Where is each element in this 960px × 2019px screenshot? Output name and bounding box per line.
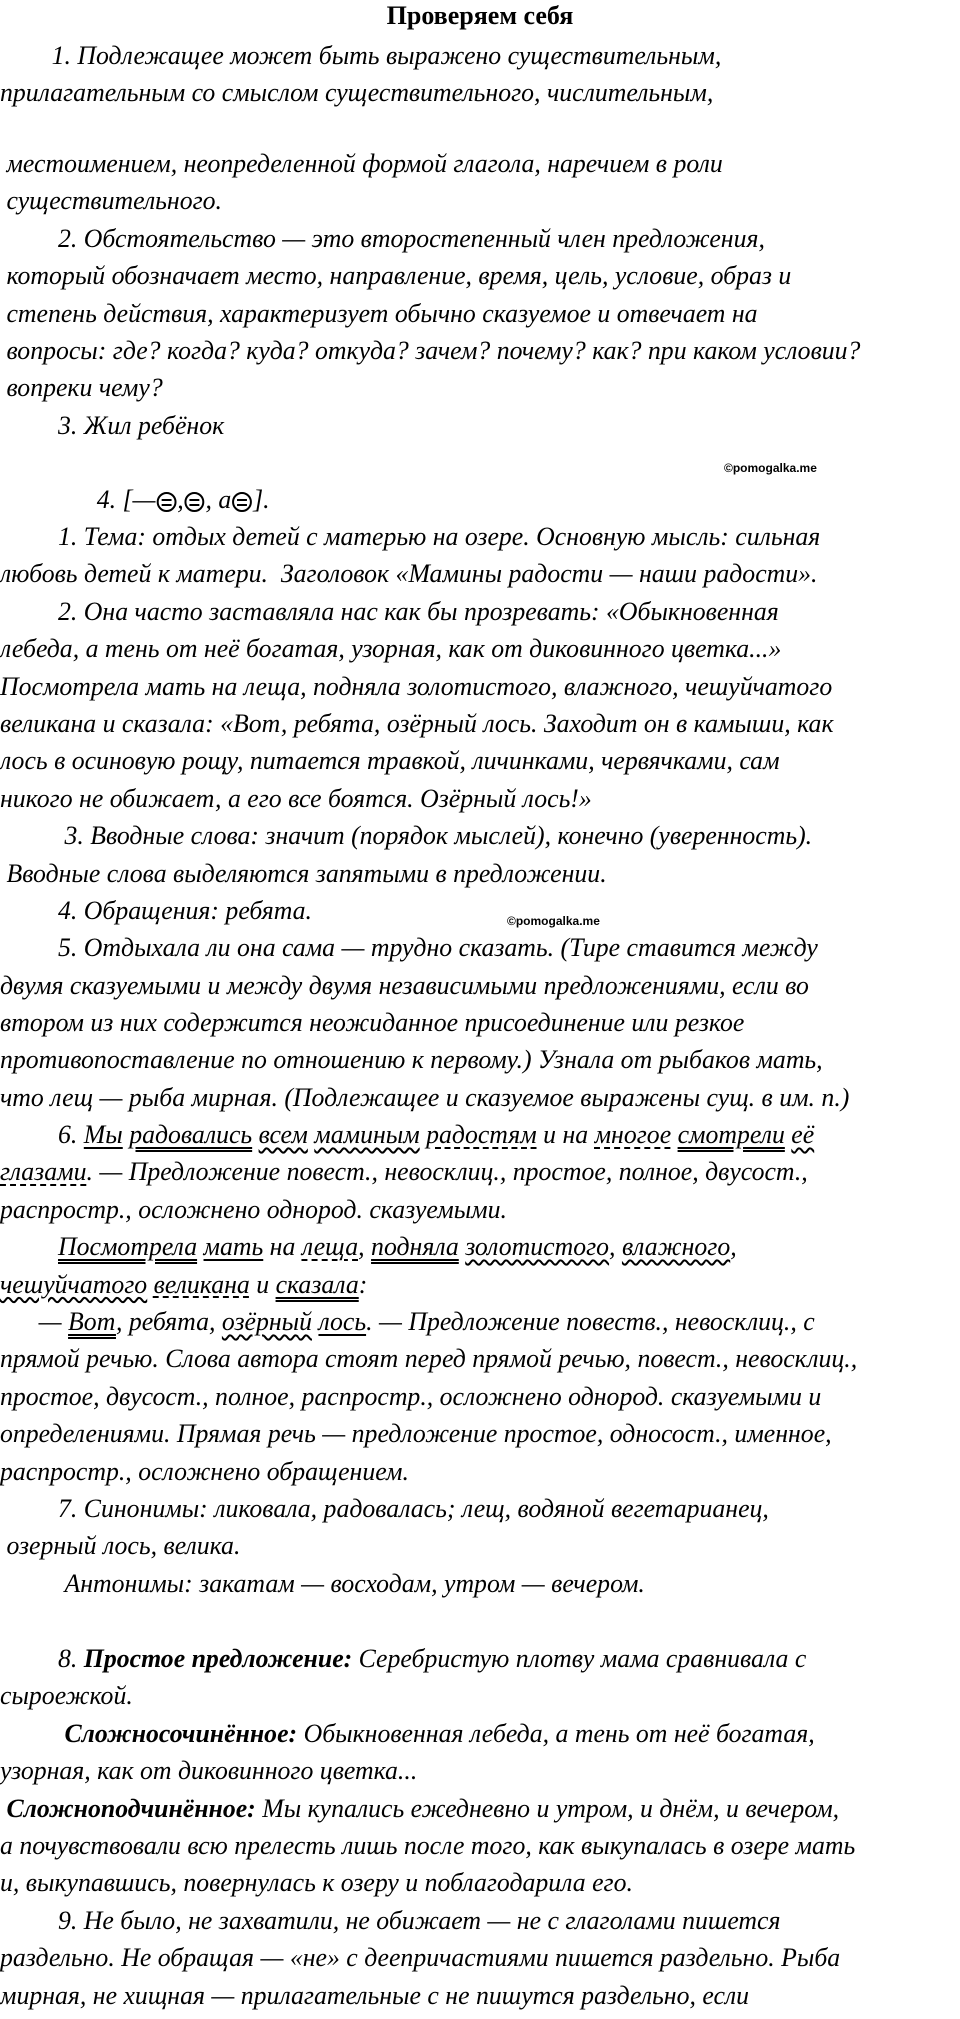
text-line: 4. Обращения: ребята.	[0, 895, 313, 925]
attribute-word: золотистого	[465, 1232, 610, 1262]
predicate-word: смотрели	[677, 1120, 785, 1149]
label-simple: Простое предложение:	[83, 1644, 353, 1673]
text-line: 5. Отдыхала ли она сама — трудно сказать. (Тире ставится между	[0, 933, 818, 963]
text-line: Сложноподчинённое: Мы купались ежедневно и утром, и днём, и вечером,	[6, 1793, 840, 1823]
text-line: определениями. Прямая речь — предложение простое, односост., именное,	[0, 1419, 832, 1449]
text-line: — Вот, ребята, озёрный лось. — Предложение повеств., невосклиц., с	[0, 1306, 815, 1336]
attribute-word: озёрный	[221, 1306, 312, 1336]
scheme-prefix: 4. [—	[96, 485, 156, 515]
text-line: что лещ — рыба мирная. (Подлежащее и сказуемое выражены сущ. в им. п.)	[0, 1082, 850, 1112]
text-line: и, выкупавшись, повернулась к озеру и поблагодарила его.	[0, 1868, 633, 1898]
text-line: 7. Синонимы: ликовала, радовалась; лещ, водяной вегетарианец,	[0, 1494, 769, 1523]
text-line: втором из них содержится неожиданное присоединение или резкое	[0, 1008, 745, 1038]
text-line: Посмотрела мать на леща, подняла золотистого, влажного,	[58, 1232, 737, 1262]
text-line: узорная, как от диковинного цветка...	[0, 1756, 418, 1786]
predicate-word: Вот	[68, 1306, 116, 1336]
object-word: радостям	[426, 1120, 537, 1149]
attribute-word: чешуйчатого	[0, 1269, 148, 1299]
text-line: прилагательным со смыслом существительного, числительным,	[0, 78, 714, 108]
text-line: чешуйчатого великана и сказала:	[0, 1269, 368, 1299]
text-line: распростр., осложнено обращением.	[0, 1456, 409, 1486]
text-line: Антонимы: закатам — восходам, утром — вечером.	[0, 1568, 645, 1598]
predicate-circle-icon	[156, 492, 176, 512]
subject-word: лось	[318, 1306, 367, 1336]
sentence-parse-6	[0, 1116, 960, 1490]
text-line: который обозначает место, направление, время, цель, условие, образ и	[0, 261, 792, 291]
text-line: 3. Вводные слова: значит (порядок мыслей), конечно (уверенность).	[0, 821, 813, 851]
text-line: великана и сказала: «Вот, ребята, озёрный лось. Заходит он в камыши, как	[0, 708, 834, 738]
text-line: лось в осиновую рощу, питается травкой, личинками, червячками, сам	[0, 746, 780, 776]
text-line: Вводные слова выделяются запятыми в предложении.	[0, 858, 607, 888]
attribute-word: влажного	[621, 1232, 731, 1262]
text-line: а почувствовали всю прелесть лишь после того, как выкупалась в озере мать	[0, 1830, 856, 1860]
object-word: многое	[594, 1120, 672, 1149]
text-line: 6. Мы радовались всем маминым радостям и на многое смотрели её	[0, 1120, 815, 1149]
text-line: озерный лось, велика.	[0, 1531, 241, 1561]
text-line: любовь детей к матери. Заголовок «Мамины радости — наши радости».	[0, 559, 818, 589]
label-complex: Сложноподчинённое:	[6, 1793, 256, 1823]
text-line: 2. Она часто заставляла нас как бы прозревать: «Обыкновенная	[0, 596, 779, 626]
text-line: распростр., осложнено однород. сказуемыми.	[0, 1194, 507, 1224]
sentence-types-block	[0, 1640, 960, 1902]
spelling-block	[0, 1902, 960, 2014]
predicate-word: сказала	[275, 1269, 359, 1299]
synonyms-block	[0, 1490, 960, 1602]
definition-subject	[0, 37, 960, 112]
text-line: противопоставление по отношению к первому.) Узнала от рыбаков мать,	[0, 1045, 823, 1075]
subject-word: Мы	[83, 1120, 123, 1149]
attribute-word: всем	[258, 1120, 308, 1149]
scheme-sep: ,	[177, 485, 184, 515]
predicate-word: Посмотрела	[58, 1232, 198, 1262]
text-line: 9. Не было, не захватили, не обижает — не с глаголами пишется	[0, 1906, 781, 1935]
subject-word: мать	[203, 1232, 264, 1262]
watermark: ©pomogalka.me	[724, 461, 817, 475]
text-line: 1. Подлежащее может быть выражено существительным,	[0, 41, 722, 70]
predicate-word: подняла	[371, 1232, 459, 1262]
text-line: Сложносочинённое: Обыкновенная лебеда, а тень от неё богатая,	[64, 1718, 815, 1748]
text-line: сыроежкой.	[0, 1681, 133, 1711]
text-line: 8. Простое предложение: Серебристую плотву мама сравнивала с	[0, 1644, 807, 1673]
attribute-word: маминым	[314, 1120, 420, 1149]
text-line: существительного.	[0, 186, 223, 216]
page-title: Проверяем себя	[386, 1, 574, 30]
answers-block	[0, 518, 960, 1116]
text-line: местоимением, неопределенной формой глагола, наречием в роли	[0, 149, 723, 178]
definitions-block	[0, 145, 960, 444]
predicate-circle-icon	[232, 492, 252, 512]
label-compound: Сложносочинённое:	[64, 1718, 298, 1748]
text-line: лебеда, а тень от неё богатая, узорная, как от диковинного цветка...»	[0, 634, 782, 664]
text-line: прямой речью. Слова автора стоят перед прямой речью, повест., невосклиц.,	[0, 1344, 858, 1374]
text-line: 2. Обстоятельство — это второстепенный член предложения,	[0, 223, 765, 253]
object-word: великана	[153, 1269, 250, 1299]
text-line: никого не обижает, а его все боятся. Озёрный лось!»	[0, 783, 592, 813]
text-line: 1. Тема: отдых детей с матерью на озере. Основную мысль: сильная	[0, 522, 821, 551]
text-line: раздельно. Не обращая — «не» с деепричастиями пишется раздельно. Рыба	[0, 1943, 841, 1973]
watermark: ©pomogalka.me	[507, 914, 600, 928]
text-line: двумя сказуемыми и между двумя независимыми предложениями, если во	[0, 970, 809, 1000]
text-line: глазами. — Предложение повест., невосклиц., простое, полное, двусост.,	[0, 1157, 808, 1187]
adverbial-word: глазами	[0, 1157, 87, 1187]
predicate-circle-icon	[185, 492, 205, 512]
text-line: степень действия, характеризует обычно сказуемое и отвечает на	[0, 298, 758, 328]
text-line: 3. Жил ребёнок	[0, 410, 225, 440]
predicate-word: радовались	[129, 1120, 253, 1149]
scheme-suffix: ].	[253, 485, 270, 515]
text-line: Посмотрела мать на леща, подняла золотистого, влажного, чешуйчатого	[0, 671, 833, 701]
text-line: вопросы: где? когда? куда? откуда? зачем? почему? как? при каком условии?	[0, 335, 861, 365]
text-line: вопреки чему?	[0, 373, 163, 403]
object-word: леща	[301, 1232, 359, 1262]
attribute-word: её	[791, 1120, 815, 1149]
text-line: мирная, не хищная — прилагательные с не пишутся раздельно, если	[0, 1980, 750, 2010]
scheme-conj: , а	[205, 485, 232, 515]
text-line: простое, двусост., полное, распростр., осложнено однород. сказуемыми и	[0, 1381, 822, 1411]
